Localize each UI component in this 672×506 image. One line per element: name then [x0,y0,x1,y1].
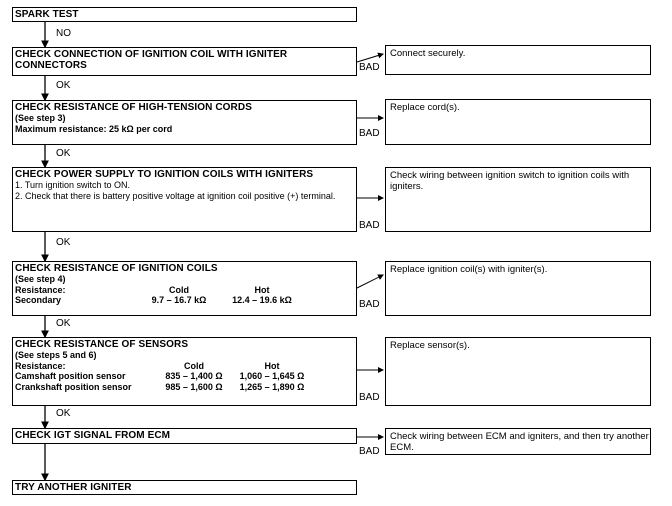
coil-resistance-note: (See step 4) [15,274,66,284]
secondary-label: Secondary [15,295,62,305]
power-supply-title: CHECK POWER SUPPLY TO IGNITION COILS WITH IGNITERS [15,169,314,180]
igt-signal-box [12,428,357,444]
sensors-table [13,361,356,393]
action-replace-cord-box [385,99,651,145]
hot-header: Hot [254,284,270,295]
bad-arrow-4 [357,275,383,288]
tension-cords-title: CHECK RESISTANCE OF HIGH-TENSION CORDS [15,102,252,113]
tension-cords-note: (See step 3) [15,113,66,123]
bad-label-6: BAD [359,446,380,457]
power-supply-item-1: 1. Turn ignition switch to ON. [15,180,131,190]
power-supply-box [12,167,357,232]
spark-test-box [12,7,357,22]
ok-label-3: OK [56,237,71,248]
tension-cords-spec: Maximum resistance: 25 kΩ per cord [15,123,173,134]
action-connect-box [385,45,651,75]
crankshaft-row [15,382,356,393]
try-igniter-box [12,480,357,495]
action-connect-text: Connect securely. [390,48,466,59]
cold-header: Cold [169,284,189,295]
bad-label-2: BAD [359,128,380,139]
power-supply-item-2: 2. Check that there is battery positive voltage at ignition coil positive (+) terminal. [15,190,336,201]
crankshaft-label: Crankshaft position sensor [15,381,132,392]
ok-label-2: OK [56,148,71,159]
action-check-wiring-switch-text: Check wiring between ignition switch to ignition coils with igniters. [390,170,630,192]
action-replace-sensor-box [385,337,651,406]
resistance-label: Resistance: [15,284,66,295]
coil-resistance-table [13,285,356,306]
no-label: NO [56,28,71,39]
action-replace-sensor-text: Replace sensor(s). [390,340,470,351]
crankshaft-hot-value: 1,265 – 1,890 Ω [239,381,305,392]
sensors-box [12,337,357,406]
action-check-wiring-switch-box [385,167,651,232]
camshaft-row [15,371,356,382]
action-check-wiring-ecm-text: Check wiring between ECM and igniters, and then try another ECM. [390,431,649,453]
sensors-cold-header: Cold [184,360,204,371]
sensors-resistance-label: Resistance: [15,360,66,371]
camshaft-label: Camshaft position sensor [15,371,126,381]
bad-arrow-1 [357,54,383,62]
camshaft-cold-value: 835 – 1,400 Ω [165,371,223,381]
action-replace-cord-text: Replace cord(s). [390,102,460,113]
bad-label-1: BAD [359,62,380,73]
sensors-hot-header: Hot [264,360,280,371]
coil-resistance-box [12,261,357,316]
try-igniter-title: TRY ANOTHER IGNITER [15,482,132,493]
secondary-cold-value: 9.7 – 16.7 kΩ [151,295,207,305]
secondary-hot-value: 12.4 – 19.6 kΩ [232,295,292,305]
coil-resistance-header-row [15,285,356,296]
coil-resistance-title: CHECK RESISTANCE OF IGNITION COILS [15,263,218,274]
sensors-header-row [15,361,356,372]
camshaft-hot-value: 1,060 – 1,645 Ω [239,371,305,381]
coil-connection-title: CHECK CONNECTION OF IGNITION COIL WITH IGNITER CONNECTORS [15,49,288,71]
secondary-row [15,295,356,306]
action-replace-coil-text: Replace ignition coil(s) with igniter(s). [390,264,548,275]
igt-signal-title: CHECK IGT SIGNAL FROM ECM [15,430,171,441]
spark-test-title: SPARK TEST [15,9,79,20]
bad-label-4: BAD [359,299,380,310]
ok-label-1: OK [56,80,71,91]
bad-label-5: BAD [359,392,380,403]
ok-label-4: OK [56,318,71,329]
sensors-note: (See steps 5 and 6) [15,350,97,360]
coil-connection-box [12,47,357,76]
action-replace-coil-box [385,261,651,316]
bad-label-3: BAD [359,220,380,231]
tension-cords-box [12,100,357,145]
action-check-wiring-ecm-box [385,428,651,455]
crankshaft-cold-value: 985 – 1,600 Ω [165,381,223,392]
sensors-title: CHECK RESISTANCE OF SENSORS [15,339,189,350]
ok-label-5: OK [56,408,71,419]
